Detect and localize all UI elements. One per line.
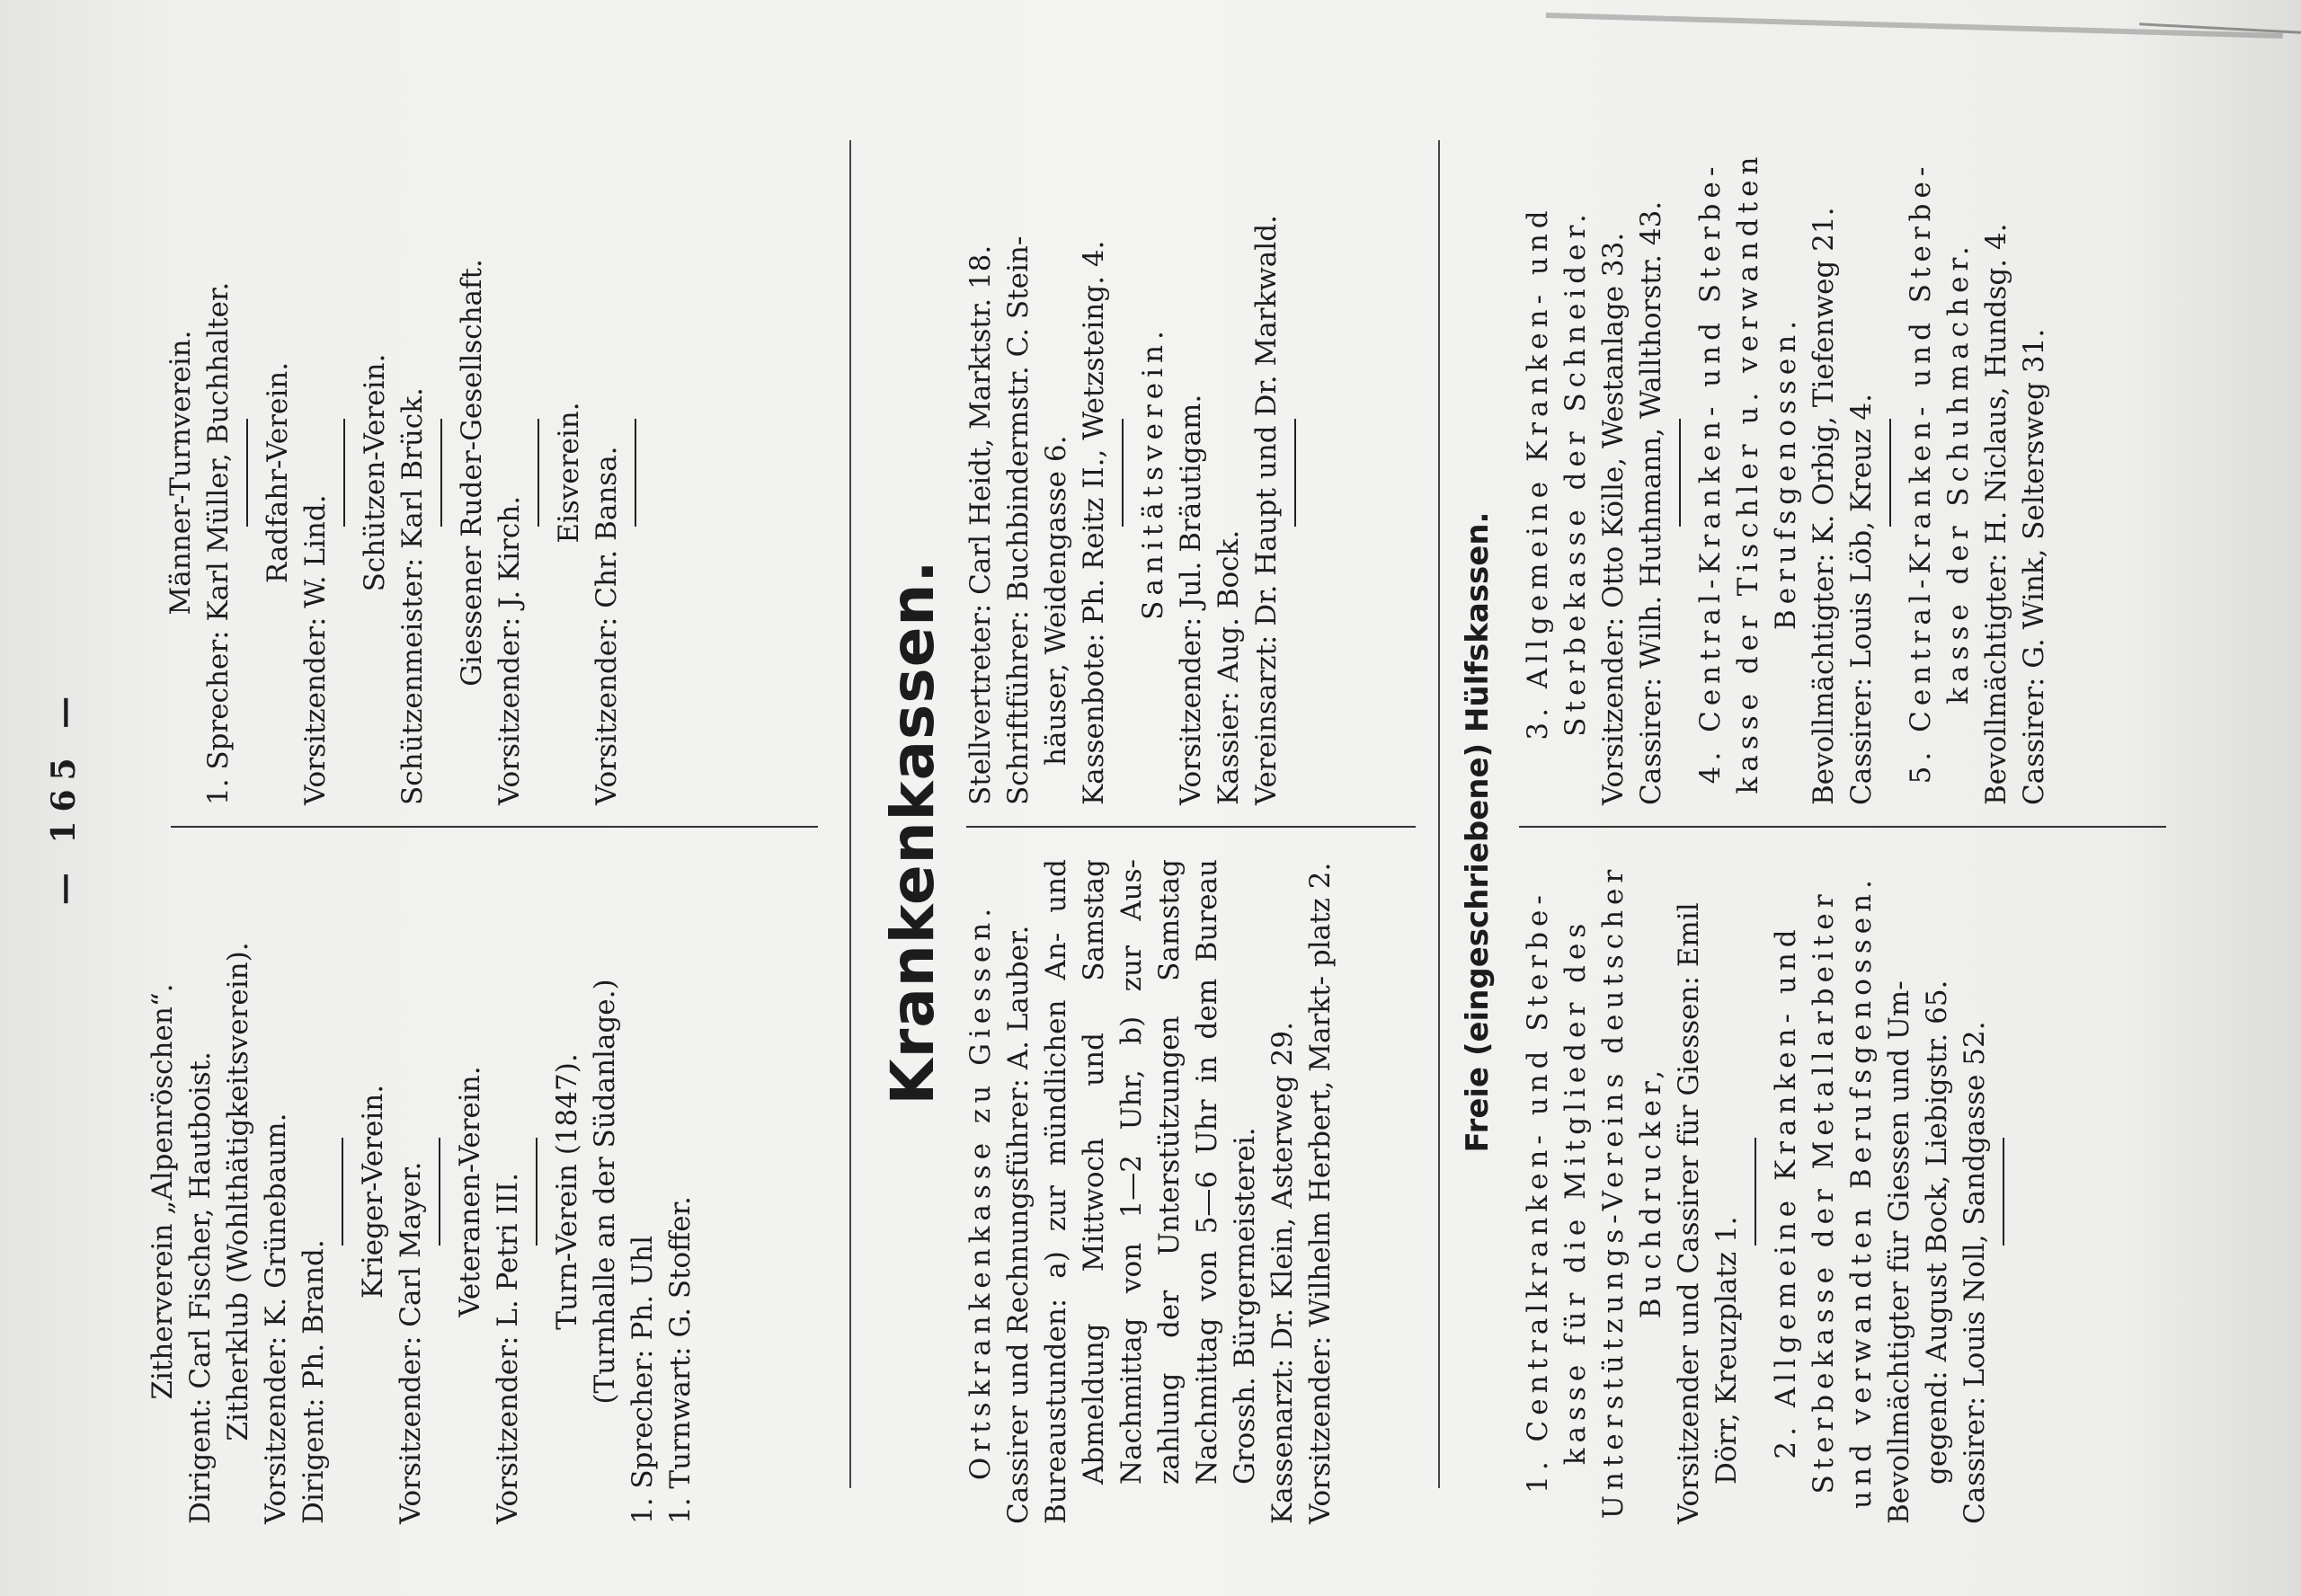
separator-rule (440, 419, 442, 527)
upper-left-column (144, 859, 699, 1524)
block-title: 3. Allgemeine Kranken- und Sterbekasse der Schneider. (1522, 205, 1592, 740)
ortskrankenkasse-column (962, 859, 1339, 1524)
huelfskassen-left-column (1519, 859, 2015, 1524)
section-heading-huelfskassen: Freie (eingeschriebene) Hülfskassen. (1460, 511, 1496, 1153)
block-line: Vorsitzender: Wilhelm Herbert, Markt- platz 2. (1304, 862, 1337, 1524)
column-divider (1519, 826, 2166, 828)
block-line: 1. Sprecher: Ph. Uhl (626, 1235, 659, 1524)
block-line: Kassier: Aug. Bock. (1213, 529, 1245, 805)
block-line: Bevollmächtigter: H. Niclaus, Hundsg. 4. (1980, 223, 2012, 805)
block-line: Vorsitzender: K. Grünebaum. (260, 1113, 292, 1524)
block-title: Schützen-Verein. (359, 353, 391, 592)
block-line: Vorsitzender: Jul. Bräutigam. (1175, 394, 1207, 805)
block-line: Bureaustunden: a) zur mündlichen An- und Abmeldung Mittwoch und Samstag Nachmittag von 1—2 Uhr, b) zur Aus- zahlung der Unterstützungen Samstag Nachmittag von 5—6 Uhr in dem Bureau Grossh. Bürgermeisterei. (1040, 859, 1261, 1524)
block-title: 5. Central-Kranken- und Sterbe- kasse der Schuhmacher. (1905, 161, 1975, 785)
block-subtitle: (Turnhalle an der Südanlage.) (589, 979, 621, 1405)
block-line: Vorsitzender: W. Lind. (299, 494, 332, 805)
separator-rule (343, 419, 345, 527)
block-title: Sanitätsverein. (1137, 325, 1169, 620)
block-line: Bevollmächtigter: K. Orbig, Tiefenweg 21. (1808, 207, 1840, 805)
column-divider (966, 826, 1416, 828)
separator-rule (635, 419, 636, 527)
separator-rule (1294, 419, 1296, 527)
block-line: Vorsitzender: Chr. Bansa. (591, 446, 623, 805)
block-title: Ortskrankenkasse zu Giessen. (964, 902, 997, 1481)
block-title: Radfahr-Verein. (262, 361, 294, 584)
block-line: Kassenarzt: Dr. Klein, Asterweg 29. (1266, 1022, 1299, 1524)
document-page (36, 68, 2265, 1524)
separator-rule (246, 419, 248, 527)
column-divider (171, 826, 818, 828)
block-line: Cassirer: Louis Löb, Kreuz 4. (1845, 394, 1878, 805)
block-line: Stellvertreter: Carl Heidt, Marktstr. 18. (964, 244, 997, 805)
separator-rule (439, 1138, 440, 1246)
block-title: Turn-Verein (1847). (551, 1053, 583, 1330)
block-line: Schützenmeister: Karl Brück. (396, 387, 429, 805)
block-title: 1. Centralkranken- und Sterbe- kasse für die Mitglieder des Unterstützungs-Vereins deutscher Buchdrucker, (1522, 864, 1667, 1520)
block-title: 4. Central-Kranken- und Sterbe- kasse der Tischler u. verwandten Berufsgenossen. (1694, 151, 1802, 794)
block-line: Cassirer: G. Wink, Seltersweg 31. (2018, 328, 2050, 805)
block-title: Zitherverein „Alpenröschen“. (147, 983, 179, 1400)
block-line: Vorsitzender: Otto Kölle, Westanlage 33. (1597, 232, 1630, 805)
block-line: Vorsitzender: J. Kirch. (493, 495, 526, 805)
block-line: Cassirer und Rechnungsführer: A. Lauber. (1002, 925, 1035, 1524)
block-title: Eisverein. (553, 402, 585, 544)
block-line: Dirigent: Carl Fischer, Hautboist. (184, 1051, 217, 1524)
block-title: 2. Allgemeine Kranken- und Sterbekasse der Metallarbeiter und verwandten Berufsgenossen. (1770, 874, 1878, 1509)
block-line: 1. Sprecher: Karl Müller, Buchhalter. (202, 281, 235, 805)
block-line: Cassirer: Louis Noll, Sandgasse 52. (1959, 1021, 1991, 1524)
kasse-officers-column (962, 140, 1307, 805)
block-line: 1. Turnwart: G. Stoffer. (664, 1196, 697, 1524)
block-line: Dirigent: Ph. Brand. (298, 1239, 330, 1524)
block-line: Schriftführer: Buchbindermstr. C. Stein- häuser, Weidengasse 6. (1002, 235, 1072, 805)
separator-rule (2003, 1138, 2004, 1246)
separator-rule (1889, 419, 1891, 527)
block-line: Vorsitzender: L. Petri III. (492, 1173, 524, 1524)
page-number: — 165 — (45, 687, 83, 906)
block-title: Zitherklub (Wohlthätigkeitsverein). (222, 942, 254, 1441)
block-line: Vorsitzender und Cassirer für Giessen: Emil Dörr, Kreuzplatz 1. (1673, 902, 1743, 1524)
block-line: Kassenbote: Ph. Reitz II., Wetzsteing. 4. (1078, 240, 1110, 805)
separator-rule (1122, 419, 1124, 527)
separator-rule (537, 419, 539, 527)
upper-right-column (162, 140, 647, 805)
block-title: Krieger-Verein. (357, 1084, 389, 1299)
separator-rule (342, 1138, 343, 1246)
block-title: Giessener Ruder-Gesellschaft. (456, 259, 488, 687)
separator-rule (1755, 1138, 1756, 1246)
section-divider (849, 140, 851, 1488)
krankenkassen-section (872, 140, 955, 1524)
separator-rule (1679, 419, 1681, 527)
block-line: Vereinsarzt: Dr. Haupt und Dr. Markwald. (1250, 215, 1283, 805)
block-title: Männer-Turnverein. (164, 330, 197, 616)
block-line: Vorsitzender: Carl Mayer. (395, 1161, 427, 1524)
separator-rule (536, 1138, 537, 1246)
huelfskassen-right-column (1519, 140, 2053, 805)
section-divider (1438, 140, 1440, 1488)
block-line: Bevollmächtigter für Giessen und Um- gegend: August Bock, Liebigstr. 65. (1883, 980, 1953, 1524)
block-line: Cassirer: Wilh. Huthmann, Wallthorstr. 43. (1635, 200, 1667, 805)
block-title: Veteranen-Verein. (454, 1066, 486, 1317)
section-heading-krankenkassen: Krankenkassen. (878, 559, 947, 1105)
huelfskassen-section (1456, 140, 1503, 1524)
